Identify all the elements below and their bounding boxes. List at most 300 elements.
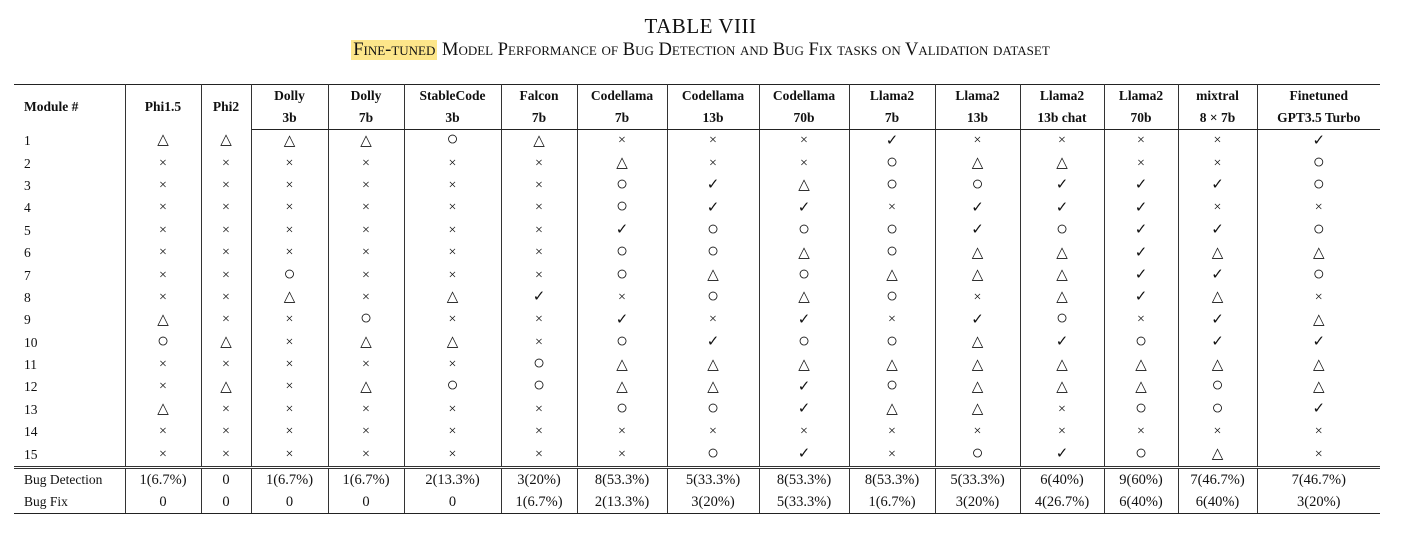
result-cell: [849, 197, 935, 219]
summary-value: 1(6.7%): [328, 467, 404, 491]
result-symbol: ○: [615, 329, 629, 352]
column-header-sub: 13b chat: [1020, 107, 1104, 130]
result-symbol: ×: [222, 357, 230, 373]
module-number: 1: [14, 130, 125, 153]
result-cell: [1020, 264, 1104, 286]
result-symbol: ✓: [1211, 334, 1224, 351]
result-cell: [501, 287, 577, 309]
result-cell: [1257, 152, 1380, 174]
summary-value: 8(53.3%): [577, 467, 667, 491]
result-symbol: △: [1211, 289, 1224, 306]
result-cell: [1178, 197, 1257, 219]
result-cell: [1104, 197, 1178, 219]
result-cell: [328, 130, 404, 153]
result-cell: [849, 217, 935, 242]
result-symbol: ×: [618, 133, 626, 149]
result-cell: [251, 399, 328, 421]
result-symbol: ✓: [1312, 334, 1326, 351]
result-symbol: ×: [618, 289, 626, 305]
result-cell: [201, 376, 251, 398]
result-cell: [125, 376, 201, 398]
result-cell: [201, 421, 251, 443]
summary-label: Bug Detection: [14, 467, 125, 491]
result-cell: [577, 396, 667, 421]
result-cell: [667, 332, 759, 354]
result-cell: [577, 264, 667, 286]
result-cell: [201, 332, 251, 354]
module-number: 5: [14, 220, 125, 242]
table-caption: [0, 40, 1401, 61]
result-symbol: ○: [532, 374, 546, 397]
result-cell: [404, 197, 501, 219]
result-symbol: △: [616, 155, 628, 172]
column-header-sub: 8 × 7b: [1178, 107, 1257, 130]
result-cell: [501, 376, 577, 398]
result-cell: [501, 264, 577, 286]
result-cell: [251, 242, 328, 264]
result-cell: [1104, 264, 1178, 286]
result-cell: [501, 332, 577, 354]
result-symbol: ×: [973, 133, 982, 149]
table-row: [14, 309, 1380, 331]
result-cell: [328, 421, 404, 443]
column-header: Falcon: [501, 85, 577, 108]
result-cell: [1104, 421, 1178, 443]
result-cell: [404, 376, 501, 398]
table-row: [14, 354, 1380, 376]
table-row: [14, 175, 1380, 197]
result-cell: [328, 197, 404, 219]
result-symbol: ✓: [1055, 334, 1069, 351]
result-cell: [759, 130, 849, 153]
result-symbol: ×: [159, 267, 167, 283]
result-symbol: △: [360, 378, 372, 395]
table-row: [14, 242, 1380, 264]
result-symbol: ○: [706, 441, 720, 464]
result-cell: [667, 175, 759, 197]
result-cell: [1257, 354, 1380, 376]
result-symbol: ×: [535, 222, 543, 238]
result-cell: [1257, 399, 1380, 421]
result-symbol: ○: [1312, 150, 1325, 173]
result-cell: [125, 220, 201, 242]
result-cell: [125, 329, 201, 354]
result-symbol: ×: [448, 357, 457, 373]
result-symbol: ×: [222, 267, 230, 283]
result-cell: [1020, 242, 1104, 264]
result-cell: [404, 130, 501, 153]
result-cell: [125, 197, 201, 219]
result-cell: [759, 399, 849, 421]
module-number: 15: [14, 443, 125, 467]
result-cell: [1104, 152, 1178, 174]
column-header-sub: 13b: [667, 107, 759, 130]
table-row: [14, 332, 1380, 354]
result-symbol: △: [971, 244, 984, 261]
result-symbol: ×: [709, 424, 717, 440]
result-symbol: ×: [159, 446, 167, 462]
result-cell: [577, 309, 667, 331]
result-cell: [328, 152, 404, 174]
result-cell: [328, 399, 404, 421]
result-symbol: △: [220, 132, 232, 149]
result-symbol: ×: [800, 155, 808, 171]
result-cell: [328, 332, 404, 354]
column-header-sub: 7b: [501, 107, 577, 130]
result-symbol: △: [220, 378, 232, 395]
result-cell: [849, 242, 935, 264]
result-cell: [667, 152, 759, 174]
result-symbol: △: [1056, 356, 1068, 373]
result-symbol: ×: [535, 334, 543, 350]
result-cell: [501, 175, 577, 197]
result-cell: [404, 399, 501, 421]
result-symbol: ×: [159, 379, 167, 395]
result-symbol: ×: [1058, 401, 1066, 417]
result-cell: [935, 443, 1020, 467]
result-symbol: △: [798, 244, 810, 261]
result-symbol: △: [886, 401, 898, 418]
result-cell: [667, 284, 759, 309]
result-symbol: ✓: [971, 311, 984, 328]
result-symbol: ✓: [1055, 177, 1069, 194]
result-symbol: ×: [1314, 289, 1323, 305]
table-row: [14, 152, 1380, 174]
table-row: [14, 220, 1380, 242]
module-number: 4: [14, 197, 125, 219]
result-cell: [1104, 396, 1178, 421]
result-symbol: ✓: [1134, 177, 1148, 194]
result-cell: [759, 197, 849, 219]
result-symbol: ×: [222, 424, 230, 440]
result-cell: [125, 399, 201, 421]
result-symbol: ○: [706, 396, 720, 419]
result-cell: [328, 354, 404, 376]
result-symbol: ×: [222, 177, 230, 193]
result-symbol: ○: [797, 329, 811, 352]
result-symbol: △: [1135, 356, 1147, 373]
result-cell: [759, 354, 849, 376]
result-cell: [404, 354, 501, 376]
result-symbol: △: [1056, 267, 1068, 284]
column-header: Finetuned: [1257, 85, 1380, 108]
result-cell: [201, 197, 251, 219]
result-cell: [1178, 264, 1257, 286]
header-row: [14, 85, 1380, 108]
result-cell: [667, 197, 759, 219]
result-cell: [849, 421, 935, 443]
result-cell: [935, 332, 1020, 354]
result-symbol: ×: [222, 155, 230, 171]
result-symbol: ○: [1055, 217, 1069, 240]
result-symbol: ×: [285, 446, 294, 462]
module-number: 6: [14, 242, 125, 264]
summary-value: 7(46.7%): [1257, 467, 1380, 491]
result-symbol: ○: [885, 240, 899, 263]
result-symbol: ○: [283, 262, 296, 285]
result-symbol: △: [283, 132, 296, 149]
result-symbol: △: [616, 378, 628, 395]
result-symbol: ×: [1058, 133, 1066, 149]
result-symbol: ✓: [1134, 289, 1148, 306]
result-symbol: △: [616, 356, 628, 373]
module-number: 8: [14, 287, 125, 309]
result-cell: [201, 443, 251, 467]
result-cell: [1104, 354, 1178, 376]
result-symbol: ×: [448, 245, 457, 261]
result-cell: [935, 287, 1020, 309]
summary-value: 1(6.7%): [125, 467, 201, 491]
result-symbol: △: [1056, 378, 1068, 395]
summary-value: 0: [201, 467, 251, 491]
result-symbol: ○: [1211, 396, 1224, 419]
result-cell: [1257, 130, 1380, 153]
result-cell: [1178, 130, 1257, 153]
result-cell: [404, 332, 501, 354]
column-header-sub: 70b: [759, 107, 849, 130]
result-cell: [1257, 197, 1380, 219]
result-symbol: ✓: [797, 199, 811, 216]
column-header-sub: 7b: [849, 107, 935, 130]
column-header: Llama2: [849, 85, 935, 108]
result-cell: [1020, 287, 1104, 309]
result-cell: [251, 264, 328, 286]
result-symbol: ✓: [1211, 222, 1224, 239]
result-cell: [501, 443, 577, 467]
result-cell: [201, 354, 251, 376]
result-cell: [667, 443, 759, 467]
result-cell: [501, 354, 577, 376]
result-cell: [125, 443, 201, 467]
result-symbol: ×: [159, 424, 167, 440]
summary-value: 6(40%): [1020, 467, 1104, 491]
summary-value: 5(33.3%): [667, 467, 759, 491]
result-cell: [1178, 220, 1257, 242]
result-cell: [201, 242, 251, 264]
result-cell: [759, 329, 849, 354]
result-symbol: ○: [797, 262, 811, 285]
result-symbol: △: [157, 311, 169, 328]
result-symbol: ✓: [1211, 311, 1224, 328]
result-cell: [935, 421, 1020, 443]
result-cell: [667, 376, 759, 398]
summary-value: 2(13.3%): [577, 491, 667, 514]
caption-text: Model Performance of Bug Detection and Bug Fix tasks on Validation dataset: [437, 40, 1050, 60]
result-symbol: ×: [448, 446, 457, 462]
result-symbol: ×: [448, 424, 457, 440]
result-symbol: ○: [615, 195, 629, 218]
result-cell: [201, 287, 251, 309]
result-cell: [577, 197, 667, 219]
module-number: 13: [14, 399, 125, 421]
result-cell: [1104, 220, 1178, 242]
result-cell: [1178, 443, 1257, 467]
result-cell: [251, 443, 328, 467]
result-symbol: ✓: [971, 199, 984, 216]
result-symbol: ○: [885, 374, 899, 397]
result-symbol: ✓: [1055, 446, 1069, 463]
column-header: Phi1.5: [125, 85, 201, 130]
result-symbol: △: [1056, 244, 1068, 261]
result-symbol: ✓: [797, 311, 811, 328]
result-symbol: ×: [535, 267, 543, 283]
result-cell: [1257, 443, 1380, 467]
module-number: 2: [14, 152, 125, 174]
result-symbol: ×: [618, 446, 626, 462]
result-cell: [577, 421, 667, 443]
result-symbol: ×: [535, 245, 543, 261]
result-cell: [1178, 309, 1257, 331]
result-symbol: ×: [285, 424, 294, 440]
result-cell: [849, 354, 935, 376]
result-symbol: ×: [448, 267, 457, 283]
result-cell: [849, 399, 935, 421]
result-cell: [577, 152, 667, 174]
result-symbol: ×: [1213, 200, 1222, 216]
result-cell: [759, 175, 849, 197]
summary-value: 7(46.7%): [1178, 467, 1257, 491]
result-symbol: △: [446, 334, 459, 351]
result-cell: [1020, 197, 1104, 219]
result-cell: [1178, 376, 1257, 398]
result-symbol: △: [157, 132, 169, 149]
result-cell: [1020, 399, 1104, 421]
result-symbol: ○: [885, 150, 899, 173]
table-row: [14, 130, 1380, 153]
result-symbol: ×: [222, 312, 230, 328]
result-symbol: ×: [535, 177, 543, 193]
result-cell: [759, 287, 849, 309]
column-header: mixtral: [1178, 85, 1257, 108]
result-cell: [1104, 287, 1178, 309]
summary-value: 2(13.3%): [404, 467, 501, 491]
result-cell: [1020, 217, 1104, 242]
summary-label: Bug Fix: [14, 491, 125, 514]
result-symbol: ×: [222, 446, 230, 462]
result-cell: [328, 175, 404, 197]
result-cell: [1020, 130, 1104, 153]
result-symbol: ○: [359, 307, 373, 330]
result-cell: [1020, 443, 1104, 467]
result-cell: [577, 130, 667, 153]
result-symbol: ○: [797, 217, 811, 240]
result-cell: [935, 354, 1020, 376]
result-symbol: ×: [159, 177, 167, 193]
result-symbol: △: [220, 334, 232, 351]
result-symbol: ×: [222, 401, 230, 417]
result-symbol: ×: [1137, 312, 1145, 328]
column-header: Dolly: [251, 85, 328, 108]
result-cell: [759, 264, 849, 286]
result-symbol: ×: [1213, 133, 1222, 149]
result-symbol: △: [707, 267, 719, 284]
summary-value: 0: [125, 491, 201, 514]
result-symbol: ○: [885, 329, 899, 352]
result-cell: [201, 130, 251, 153]
result-cell: [251, 175, 328, 197]
result-cell: [667, 264, 759, 286]
result-symbol: ✓: [615, 222, 629, 239]
result-symbol: ✓: [1134, 267, 1148, 284]
result-cell: [759, 217, 849, 242]
result-cell: [201, 309, 251, 331]
result-cell: [1257, 287, 1380, 309]
result-symbol: ✓: [706, 334, 720, 351]
result-symbol: △: [971, 401, 984, 418]
result-symbol: △: [707, 356, 719, 373]
result-cell: [501, 309, 577, 331]
table-row: [14, 421, 1380, 443]
result-cell: [1020, 354, 1104, 376]
summary-value: 0: [404, 491, 501, 514]
result-symbol: △: [798, 177, 810, 194]
result-symbol: △: [360, 334, 372, 351]
result-symbol: ○: [1134, 329, 1148, 352]
table-row: [14, 197, 1380, 219]
table-row: [14, 287, 1380, 309]
result-cell: [125, 242, 201, 264]
result-symbol: ×: [285, 245, 294, 261]
result-cell: [251, 421, 328, 443]
result-cell: [251, 332, 328, 354]
column-header-sub: 70b: [1104, 107, 1178, 130]
result-symbol: ×: [362, 222, 370, 238]
result-cell: [759, 443, 849, 467]
result-symbol: △: [1312, 356, 1325, 373]
result-symbol: △: [886, 356, 898, 373]
result-cell: [577, 354, 667, 376]
summary-value: 3(20%): [935, 491, 1020, 514]
result-symbol: ×: [362, 446, 370, 462]
result-cell: [1257, 172, 1380, 197]
result-cell: [935, 242, 1020, 264]
result-symbol: ○: [706, 217, 720, 240]
result-symbol: △: [1056, 155, 1068, 172]
result-symbol: ○: [615, 396, 629, 419]
result-cell: [1104, 443, 1178, 467]
caption-highlight: Fine-tuned: [353, 40, 436, 60]
result-symbol: ×: [888, 312, 896, 328]
result-symbol: ○: [1134, 396, 1148, 419]
result-symbol: ✓: [797, 378, 811, 395]
result-symbol: ×: [709, 312, 717, 328]
result-symbol: △: [886, 267, 898, 284]
result-symbol: ✓: [1312, 132, 1326, 149]
result-cell: [849, 376, 935, 398]
result-symbol: ○: [615, 240, 629, 263]
column-header: Phi2: [201, 85, 251, 130]
result-cell: [1257, 242, 1380, 264]
result-cell: [1257, 264, 1380, 286]
module-number: 12: [14, 376, 125, 398]
result-symbol: ○: [532, 352, 546, 375]
result-cell: [328, 376, 404, 398]
result-symbol: ×: [285, 222, 294, 238]
result-cell: [667, 217, 759, 242]
result-cell: [1020, 309, 1104, 331]
result-cell: [1257, 376, 1380, 398]
result-cell: [577, 172, 667, 197]
result-symbol: ×: [362, 245, 370, 261]
result-symbol: ○: [1055, 307, 1069, 330]
result-cell: [1104, 242, 1178, 264]
result-symbol: △: [1056, 289, 1068, 306]
result-symbol: ○: [1312, 217, 1325, 240]
result-symbol: △: [1211, 356, 1224, 373]
result-cell: [1020, 421, 1104, 443]
result-symbol: ×: [285, 177, 294, 193]
result-cell: [849, 264, 935, 286]
